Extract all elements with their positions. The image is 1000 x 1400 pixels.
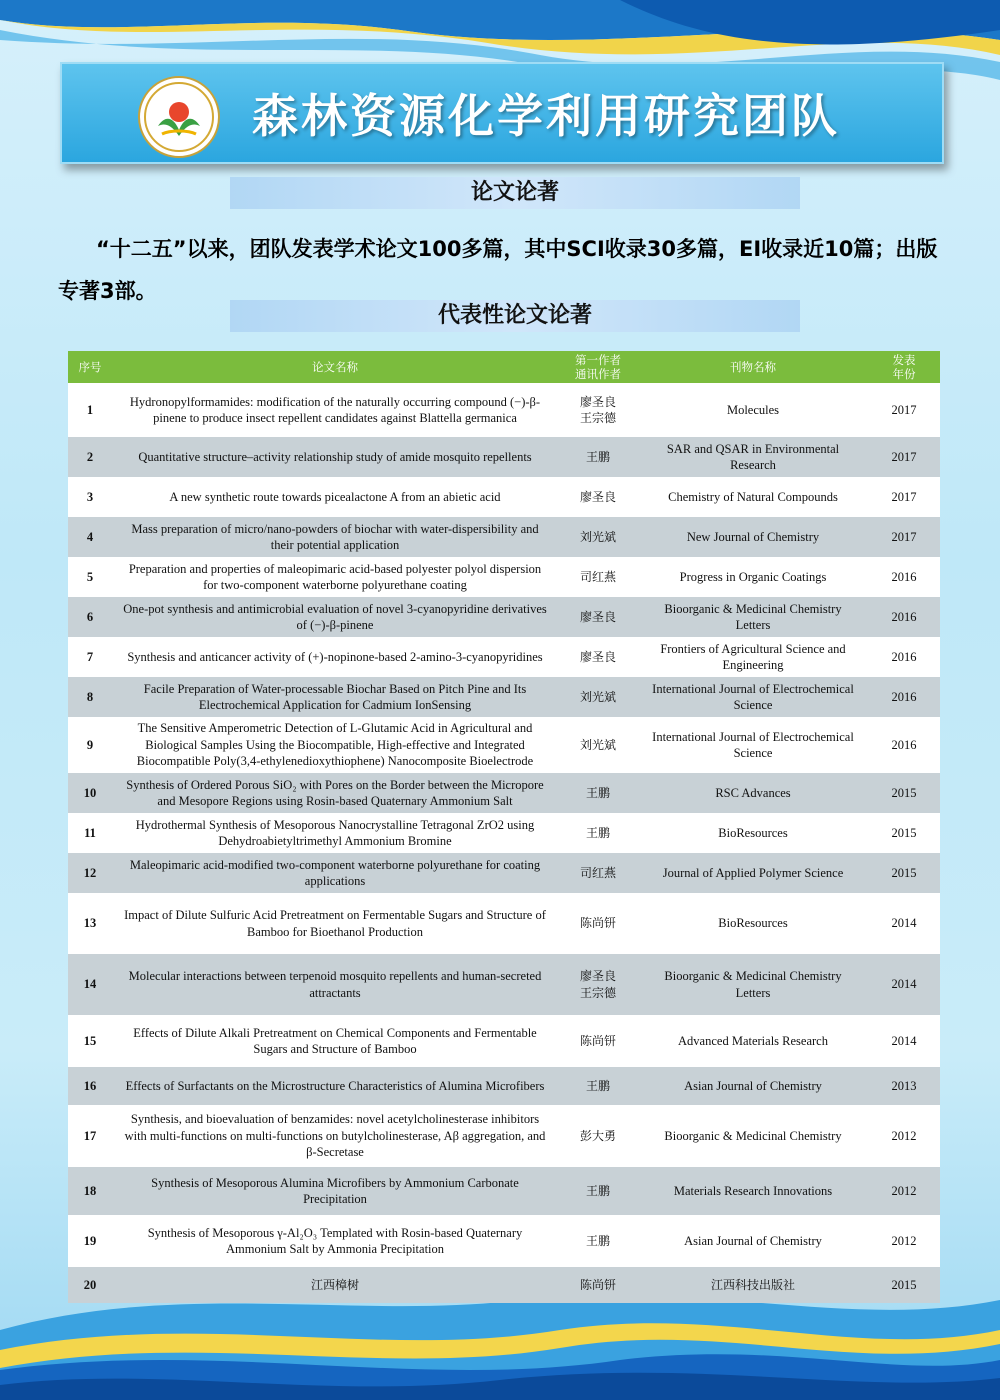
table-row (68, 1067, 940, 1105)
cell-journal: Journal of Applied Polymer Science (638, 853, 868, 893)
table-row (68, 773, 940, 813)
table-row (68, 1105, 940, 1167)
cell-title: One-pot synthesis and antimicrobial evaluation of novel 3-cyanopyridine derivatives of (−)-β-pinene (112, 597, 558, 637)
cell-author (558, 1215, 638, 1267)
cell-author (558, 1167, 638, 1215)
cell-year: 2015 (868, 1267, 940, 1303)
cell-title: Hydrothermal Synthesis of Mesoporous Nanocrystalline Tetragonal ZrO2 using Dehydroabietyltrimethyl Ammonium Bromine (112, 813, 558, 853)
cell-index: 2 (68, 437, 112, 477)
cell-author (558, 813, 638, 853)
cell-journal: Asian Journal of Chemistry (638, 1215, 868, 1267)
cell-index: 7 (68, 637, 112, 677)
author-first: 陈尚钘 (579, 916, 616, 931)
cell-journal: Asian Journal of Chemistry (638, 1067, 868, 1105)
table-row (68, 637, 940, 677)
cell-title: Maleopimaric acid-modified two-component waterborne polyurethane for coating applications (112, 853, 558, 893)
author-first: 王鹏 (585, 449, 610, 464)
cell-title: Synthesis of Ordered Porous SiO₂ with Pores on the Border between the Micropore and Mesopore Regions using Rosin-based Quaternary Ammonium Salt (112, 773, 558, 813)
table-row (68, 383, 940, 437)
cell-year: 2015 (868, 853, 940, 893)
title-banner (60, 62, 944, 164)
cell-author (558, 383, 638, 437)
header-journal: 刊物名称 (638, 351, 868, 383)
header-index: 序号 (68, 351, 112, 383)
cell-index: 10 (68, 773, 112, 813)
cell-author (558, 954, 638, 1015)
cell-year: 2016 (868, 717, 940, 773)
author-first: 廖圣良 (579, 394, 616, 409)
author-first: 廖圣良 (579, 969, 616, 983)
cell-title: Impact of Dilute Sulfuric Acid Pretreatment on Fermentable Sugars and Structure of Bamboo for Bioethanol Production (112, 893, 558, 954)
author-first: 廖圣良 (579, 609, 616, 624)
table-row (68, 1215, 940, 1267)
papers-table (68, 351, 940, 1303)
cell-title: Hydronopylformamides: modification of the naturally occurring compound (−)-β-pinene to produce insect repellent candidates against Blattella germanica (112, 383, 558, 437)
cell-year: 2017 (868, 477, 940, 517)
cell-journal: BioResources (638, 813, 868, 853)
cell-journal: Chemistry of Natural Compounds (638, 477, 868, 517)
cell-index: 12 (68, 853, 112, 893)
cell-journal: Progress in Organic Coatings (638, 557, 868, 597)
author-first: 司红燕 (579, 569, 616, 584)
cell-title: Synthesis and anticancer activity of (+)-nopinone-based 2-amino-3-cyanopyridines (112, 637, 558, 677)
cell-year: 2016 (868, 677, 940, 717)
table-row (68, 1015, 940, 1067)
cell-index: 9 (68, 717, 112, 773)
cell-year: 2012 (868, 1105, 940, 1167)
cell-year: 2015 (868, 813, 940, 853)
cell-author (558, 717, 638, 773)
cell-author (558, 773, 638, 813)
table-row (68, 677, 940, 717)
header-year-line2: 年份 (892, 367, 916, 381)
cell-author (558, 677, 638, 717)
author-first: 彭大勇 (579, 1128, 616, 1143)
cell-title: Effects of Surfactants on the Microstructure Characteristics of Alumina Microfibers (112, 1067, 558, 1105)
author-first: 王鹏 (585, 1233, 610, 1248)
cell-year: 2014 (868, 893, 940, 954)
cell-author (558, 477, 638, 517)
cell-index: 18 (68, 1167, 112, 1215)
cell-author (558, 893, 638, 954)
cell-title: Synthesis, and bioevaluation of benzamides: novel acetylcholinesterase inhibitors with multi-functions on multi-functions on butylcholinesterase, Aβ aggregation, and β-Secretase (112, 1105, 558, 1167)
cell-index: 6 (68, 597, 112, 637)
cell-journal: International Journal of Electrochemical Science (638, 717, 868, 773)
cell-journal: International Journal of Electrochemical Science (638, 677, 868, 717)
cell-title: Synthesis of Mesoporous Alumina Microfibers by Ammonium Carbonate Precipitation (112, 1167, 558, 1215)
author-first: 王鹏 (585, 1078, 610, 1093)
cell-index: 15 (68, 1015, 112, 1067)
table-row (68, 1167, 940, 1215)
cell-title: Mass preparation of micro/nano-powders of biochar with water-dispersibility and their potential application (112, 517, 558, 557)
cell-title: Preparation and properties of maleopimaric acid-based polyester polyol dispersion for two-component waterborne polyurethane coating (112, 557, 558, 597)
cell-year: 2013 (868, 1067, 940, 1105)
cell-index: 14 (68, 954, 112, 1015)
author-first: 司红燕 (579, 865, 616, 880)
cell-year: 2012 (868, 1167, 940, 1215)
cell-journal: Bioorganic & Medicinal Chemistry Letters (638, 597, 868, 637)
cell-index: 11 (68, 813, 112, 853)
university-logo-icon (138, 76, 220, 158)
cell-index: 5 (68, 557, 112, 597)
author-first: 刘光斌 (579, 689, 616, 704)
table-row (68, 597, 940, 637)
cell-author (558, 437, 638, 477)
cell-journal: Molecules (638, 383, 868, 437)
cell-journal: SAR and QSAR in Environmental Research (638, 437, 868, 477)
cell-author (558, 1267, 638, 1303)
cell-author (558, 1067, 638, 1105)
author-corresponding: 王宗德 (579, 985, 616, 1000)
header-author (558, 351, 638, 383)
cell-journal: Frontiers of Agricultural Science and Engineering (638, 637, 868, 677)
table-row (68, 517, 940, 557)
cell-title: Effects of Dilute Alkali Pretreatment on Chemical Components and Fermentable Sugars and Structure of Bamboo (112, 1015, 558, 1067)
header-title: 论文名称 (112, 351, 558, 383)
author-first: 陈尚钘 (579, 1033, 616, 1048)
cell-journal: New Journal of Chemistry (638, 517, 868, 557)
table-row (68, 437, 940, 477)
cell-title: A new synthetic route towards picealactone A from an abietic acid (112, 477, 558, 517)
cell-index: 13 (68, 893, 112, 954)
cell-journal: BioResources (638, 893, 868, 954)
cell-journal: Bioorganic & Medicinal Chemistry Letters (638, 954, 868, 1015)
cell-title: Facile Preparation of Water-processable Biochar Based on Pitch Pine and Its Electrochemical Application for Cadmium IonSensing (112, 677, 558, 717)
cell-title: 江西樟树 (112, 1267, 558, 1303)
section-title-papers: 论文论著 (230, 177, 800, 209)
header-year (868, 351, 940, 383)
table-row (68, 477, 940, 517)
cell-author (558, 637, 638, 677)
cell-year: 2016 (868, 637, 940, 677)
cell-journal: 江西科技出版社 (638, 1267, 868, 1303)
author-first: 廖圣良 (579, 489, 616, 504)
cell-year: 2014 (868, 1015, 940, 1067)
cell-year: 2015 (868, 773, 940, 813)
cell-year: 2016 (868, 557, 940, 597)
cell-author (558, 853, 638, 893)
cell-index: 17 (68, 1105, 112, 1167)
table-row (68, 853, 940, 893)
table-row (68, 954, 940, 1015)
table-row (68, 557, 940, 597)
author-first: 陈尚钘 (579, 1277, 616, 1292)
cell-index: 16 (68, 1067, 112, 1105)
cell-author (558, 1105, 638, 1167)
table-row (68, 813, 940, 853)
cell-index: 20 (68, 1267, 112, 1303)
author-first: 王鹏 (585, 825, 610, 840)
cell-title: Synthesis of Mesoporous γ-Al₂O₃ Templated with Rosin-based Quaternary Ammonium Salt by Ammonia Precipitation (112, 1215, 558, 1267)
cell-title: Molecular interactions between terpenoid mosquito repellents and human-secreted attractants (112, 954, 558, 1015)
cell-year: 2014 (868, 954, 940, 1015)
cell-year: 2016 (868, 597, 940, 637)
header-author-line1: 第一作者 (575, 353, 621, 367)
intro-paragraph: “十二五”以来，团队发表学术论文100多篇，其中SCI收录30多篇，EI收录近10篇；出版专著3部。 (58, 237, 938, 303)
cell-author (558, 557, 638, 597)
cell-year: 2017 (868, 437, 940, 477)
table-row (68, 1267, 940, 1303)
section-title-representative: 代表性论文论著 (230, 300, 800, 332)
cell-index: 1 (68, 383, 112, 437)
cell-author (558, 597, 638, 637)
cell-title: The Sensitive Amperometric Detection of L-Glutamic Acid in Agricultural and Biological Samples Using the Biocompatible, High-effective and Integrated Biocompatible Poly(3,4-ethylenedioxythiophene) Nanocomposite Bioelectrode (112, 717, 558, 773)
cell-year: 2017 (868, 383, 940, 437)
cell-index: 3 (68, 477, 112, 517)
page-title: 森林资源化学利用研究团队 (252, 89, 840, 143)
author-first: 廖圣良 (579, 649, 616, 664)
cell-journal: RSC Advances (638, 773, 868, 813)
cell-index: 8 (68, 677, 112, 717)
cell-journal: Advanced Materials Research (638, 1015, 868, 1067)
author-first: 王鹏 (585, 1183, 610, 1198)
header-author-line2: 通讯作者 (575, 367, 621, 381)
cell-index: 19 (68, 1215, 112, 1267)
cell-author (558, 1015, 638, 1067)
table-row (68, 893, 940, 954)
cell-journal: Materials Research Innovations (638, 1167, 868, 1215)
cell-year: 2017 (868, 517, 940, 557)
header-year-line1: 发表 (892, 353, 916, 367)
author-first: 刘光斌 (579, 529, 616, 544)
cell-journal: Bioorganic & Medicinal Chemistry (638, 1105, 868, 1167)
author-first: 王鹏 (585, 785, 610, 800)
cell-author (558, 517, 638, 557)
cell-index: 4 (68, 517, 112, 557)
author-first: 刘光斌 (579, 737, 616, 752)
table-header-row (68, 351, 940, 383)
table-row (68, 717, 940, 773)
author-corresponding: 王宗德 (579, 411, 616, 425)
cell-year: 2012 (868, 1215, 940, 1267)
cell-title: Quantitative structure–activity relationship study of amide mosquito repellents (112, 437, 558, 477)
